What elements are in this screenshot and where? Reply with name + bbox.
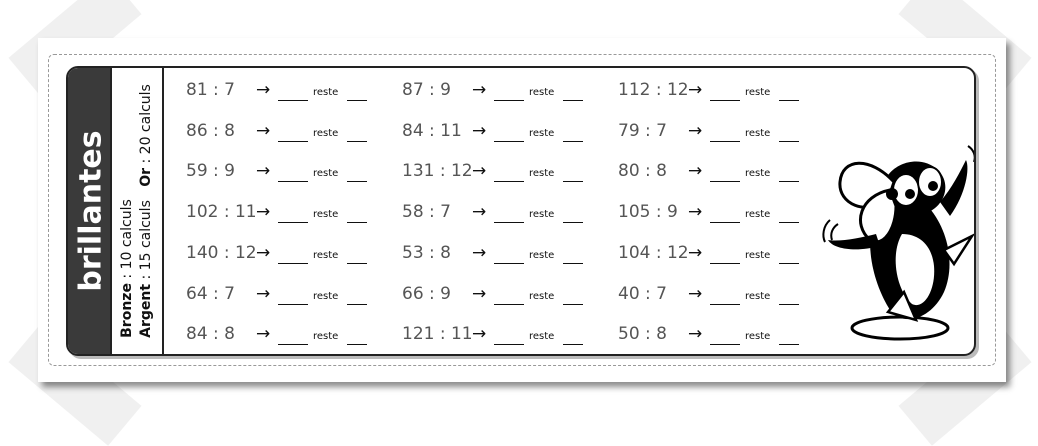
- remainder-blank[interactable]: [779, 141, 799, 142]
- remainder-blank[interactable]: [563, 141, 583, 142]
- quotient-blank[interactable]: [278, 263, 308, 264]
- arrow-icon: →: [472, 242, 487, 263]
- remainder-blank[interactable]: [347, 263, 367, 264]
- reste-label: reste: [529, 127, 555, 139]
- quotient-blank[interactable]: [494, 181, 524, 182]
- calc-item: [618, 159, 818, 187]
- division-expression: 81 : 7: [186, 80, 235, 100]
- reste-label: reste: [313, 249, 339, 261]
- calc-item: [618, 200, 818, 228]
- arrow-icon: →: [256, 161, 271, 182]
- arrow-icon: →: [256, 80, 271, 100]
- quotient-blank[interactable]: [278, 181, 308, 182]
- remainder-blank[interactable]: [347, 344, 367, 345]
- arrow-icon: →: [256, 202, 271, 223]
- division-expression: 105 : 9: [618, 202, 678, 223]
- arrow-icon: →: [472, 120, 487, 141]
- arrow-icon: →: [472, 324, 487, 345]
- reste-label: reste: [745, 331, 771, 343]
- remainder-blank[interactable]: [347, 100, 367, 101]
- division-expression: 131 : 12: [402, 161, 473, 182]
- remainder-blank[interactable]: [563, 263, 583, 264]
- levels-text: [118, 84, 156, 338]
- argent-label: Argent: [138, 283, 154, 338]
- quotient-blank[interactable]: [494, 263, 524, 264]
- calc-item: [402, 282, 602, 310]
- exercise-card: [66, 66, 976, 356]
- penguin-mascot-icon: [820, 142, 976, 342]
- division-expression: 53 : 8: [402, 242, 451, 263]
- reste-label: reste: [745, 168, 771, 180]
- calc-item: [618, 322, 818, 350]
- division-expression: 50 : 8: [618, 324, 667, 345]
- remainder-blank[interactable]: [563, 222, 583, 223]
- division-expression: 86 : 8: [186, 120, 235, 141]
- division-expression: 84 : 11: [402, 120, 462, 141]
- quotient-blank[interactable]: [278, 222, 308, 223]
- division-expression: 79 : 7: [618, 120, 667, 141]
- division-expression: 58 : 7: [402, 202, 451, 223]
- quotient-blank[interactable]: [278, 141, 308, 142]
- quotient-blank[interactable]: [278, 344, 308, 345]
- reste-label: reste: [529, 168, 555, 180]
- division-expression: 112 : 12: [618, 80, 689, 100]
- division-expression: 40 : 7: [618, 283, 667, 304]
- division-expression: 64 : 7: [186, 283, 235, 304]
- reste-label: reste: [745, 209, 771, 221]
- reste-label: reste: [745, 249, 771, 261]
- remainder-blank[interactable]: [347, 304, 367, 305]
- arrow-icon: →: [472, 283, 487, 304]
- reste-label: reste: [745, 127, 771, 139]
- quotient-blank[interactable]: [710, 100, 740, 101]
- calc-item: [186, 322, 386, 350]
- calc-item: [402, 241, 602, 269]
- levels-line-1: [118, 84, 137, 338]
- remainder-blank[interactable]: [563, 100, 583, 101]
- calc-item: [618, 119, 818, 147]
- reste-label: reste: [745, 290, 771, 302]
- reste-label: reste: [313, 290, 339, 302]
- bronze-text: : 10 calculs: [119, 199, 135, 284]
- arrow-icon: →: [688, 80, 703, 100]
- calc-item: [402, 78, 602, 106]
- arrow-icon: →: [472, 202, 487, 223]
- calc-item: [402, 200, 602, 228]
- levels-line-2: [137, 84, 156, 338]
- quotient-blank[interactable]: [710, 181, 740, 182]
- reste-label: reste: [313, 168, 339, 180]
- remainder-blank[interactable]: [779, 263, 799, 264]
- quotient-blank[interactable]: [710, 141, 740, 142]
- levels-column: [112, 68, 164, 354]
- arrow-icon: →: [256, 324, 271, 345]
- or-text: : 20 calculs: [138, 84, 154, 168]
- remainder-blank[interactable]: [347, 222, 367, 223]
- remainder-blank[interactable]: [563, 304, 583, 305]
- remainder-blank[interactable]: [779, 100, 799, 101]
- quotient-blank[interactable]: [278, 304, 308, 305]
- arrow-icon: →: [688, 120, 703, 141]
- reste-label: reste: [313, 127, 339, 139]
- division-expression: 121 : 11: [402, 324, 473, 345]
- calc-item: [402, 322, 602, 350]
- reste-label: reste: [529, 249, 555, 261]
- quotient-blank[interactable]: [278, 100, 308, 101]
- division-expression: 102 : 11: [186, 202, 257, 223]
- bronze-label: Bronze: [119, 283, 135, 338]
- calc-item: [618, 282, 818, 310]
- arrow-icon: →: [688, 242, 703, 263]
- reste-label: reste: [529, 87, 555, 98]
- quotient-blank[interactable]: [710, 222, 740, 223]
- calc-item: [618, 78, 818, 106]
- reste-label: reste: [313, 87, 339, 98]
- arrow-icon: →: [472, 161, 487, 182]
- division-expression: 84 : 8: [186, 324, 235, 345]
- reste-label: reste: [529, 331, 555, 343]
- quotient-blank[interactable]: [494, 344, 524, 345]
- arrow-icon: →: [688, 202, 703, 223]
- remainder-blank[interactable]: [779, 222, 799, 223]
- title-band: [68, 68, 112, 354]
- remainder-blank[interactable]: [347, 141, 367, 142]
- quotient-blank[interactable]: [494, 141, 524, 142]
- remainder-blank[interactable]: [779, 181, 799, 182]
- calc-item: [618, 241, 818, 269]
- reste-label: reste: [313, 331, 339, 343]
- quotient-blank[interactable]: [710, 304, 740, 305]
- calc-item: [186, 282, 386, 310]
- arrow-icon: →: [688, 324, 703, 345]
- remainder-blank[interactable]: [779, 304, 799, 305]
- calc-item: [402, 119, 602, 147]
- calc-item: [186, 200, 386, 228]
- quotient-blank[interactable]: [494, 222, 524, 223]
- calc-item: [402, 159, 602, 187]
- remainder-blank[interactable]: [563, 344, 583, 345]
- remainder-blank[interactable]: [347, 181, 367, 182]
- quotient-blank[interactable]: [710, 344, 740, 345]
- division-expression: 59 : 9: [186, 161, 235, 182]
- arrow-icon: →: [688, 161, 703, 182]
- worksheet-paper: [38, 38, 1006, 382]
- reste-label: reste: [745, 87, 771, 98]
- arrow-icon: →: [688, 283, 703, 304]
- division-expression: 140 : 12: [186, 242, 257, 263]
- remainder-blank[interactable]: [563, 181, 583, 182]
- calc-item: [186, 78, 386, 106]
- or-label: Or: [138, 167, 154, 187]
- quotient-blank[interactable]: [710, 263, 740, 264]
- calc-item: [186, 119, 386, 147]
- calc-item: [186, 159, 386, 187]
- arrow-icon: →: [256, 242, 271, 263]
- arrow-icon: →: [256, 120, 271, 141]
- quotient-blank[interactable]: [494, 100, 524, 101]
- quotient-blank[interactable]: [494, 304, 524, 305]
- remainder-blank[interactable]: [779, 344, 799, 345]
- reste-label: reste: [529, 290, 555, 302]
- argent-text: : 15 calculs: [138, 200, 154, 284]
- calc-item: [186, 241, 386, 269]
- arrow-icon: →: [256, 283, 271, 304]
- reste-label: reste: [313, 209, 339, 221]
- reste-label: reste: [529, 209, 555, 221]
- arrow-icon: →: [472, 80, 487, 100]
- division-expression: 80 : 8: [618, 161, 667, 182]
- division-expression: 87 : 9: [402, 80, 451, 100]
- division-expression: 66 : 9: [402, 283, 451, 304]
- card-title: brillantes: [73, 130, 109, 292]
- division-expression: 104 : 12: [618, 242, 689, 263]
